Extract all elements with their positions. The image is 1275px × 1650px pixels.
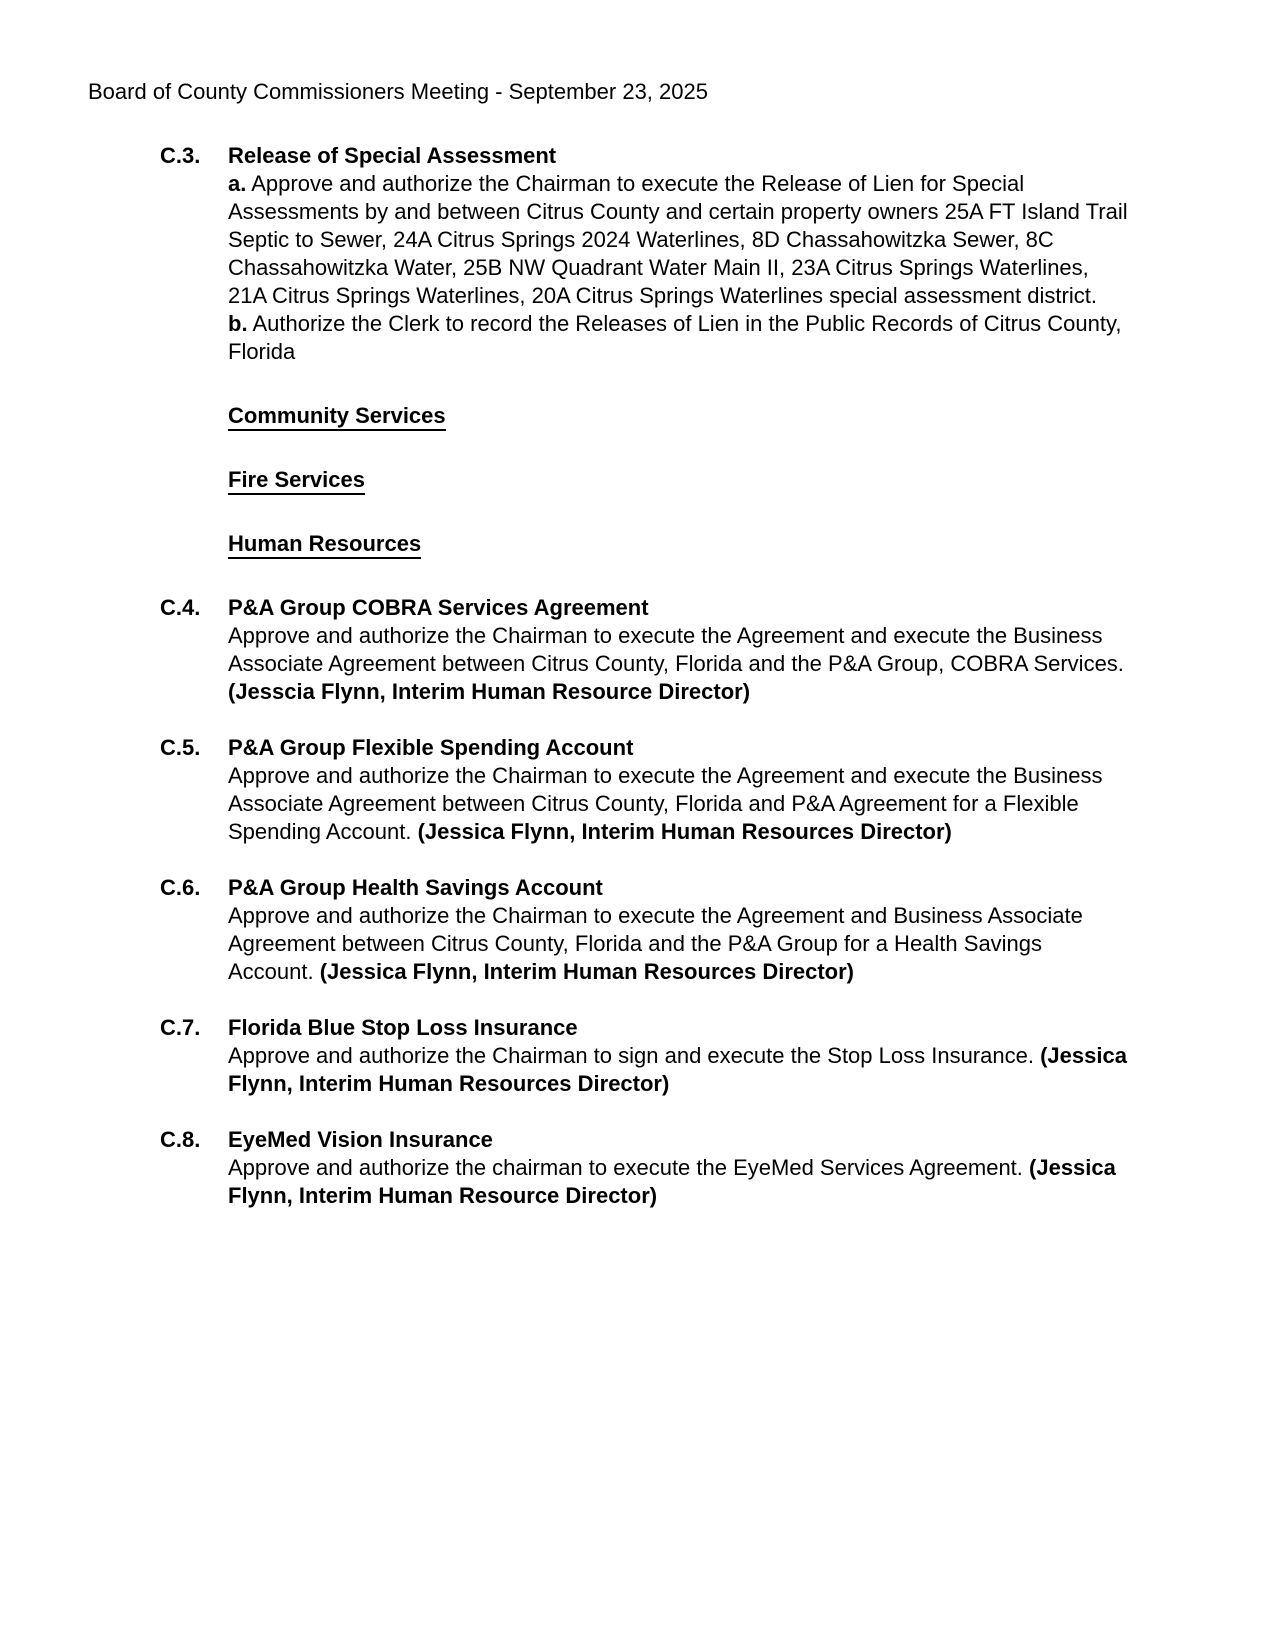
text-segment: Approve and authorize the Chairman to sign and execute the Stop Loss Insurance. xyxy=(228,1043,1041,1068)
section-heading-label: Community Services xyxy=(228,403,446,431)
section-heading xyxy=(228,402,1215,430)
section-heading-label: Human Resources xyxy=(228,531,421,559)
item-content xyxy=(228,594,1128,706)
text-segment: Authorize the Clerk to record the Releases of Lien in the Public Records of Citrus County, Florida xyxy=(228,311,1122,364)
agenda-item xyxy=(160,734,1215,846)
item-paragraph xyxy=(228,902,1128,986)
agenda-item xyxy=(160,874,1215,986)
text-segment: Approve and authorize the Chairman to execute the Agreement and Business Associate Agreement between Citrus County, Florida and the P&A Group for a Health Savings Account. xyxy=(228,903,1083,984)
section-heading xyxy=(228,530,1215,558)
page-header: Board of County Commissioners Meeting - September 23, 2025 xyxy=(88,79,708,104)
item-number: C.5. xyxy=(160,735,201,760)
item-content xyxy=(228,1014,1128,1098)
agenda-item xyxy=(160,142,1215,366)
item-title: EyeMed Vision Insurance xyxy=(228,1127,493,1152)
item-title: P&A Group Flexible Spending Account xyxy=(228,735,634,760)
item-paragraph xyxy=(228,310,1128,366)
item-number: C.8. xyxy=(160,1127,201,1152)
text-segment: Approve and authorize the Chairman to execute the Release of Lien for Special Assessments by and between Citrus County and certain property owners 25A FT Island Trail Septic to Sewer, 24A Citrus Springs 2024 Waterlines, 8D Chassahowitzka Sewer, 8C Chassahowitzka Water, 25B NW Quadrant Water Main II, 23A Citrus Springs Waterlines, 21A Citrus Springs Waterlines, 20A Citrus Springs Waterlines special assessment district. xyxy=(228,171,1128,308)
item-title: Florida Blue Stop Loss Insurance xyxy=(228,1015,578,1040)
text-segment: (Jessica Flynn, Interim Human Resources Director) xyxy=(417,819,952,844)
item-content xyxy=(228,142,1128,366)
item-paragraph xyxy=(228,622,1128,706)
text-segment: (Jessica Flynn, Interim Human Resource Director) xyxy=(228,1155,1116,1208)
agenda-item xyxy=(160,1126,1215,1210)
section-heading xyxy=(228,466,1215,494)
text-segment: (Jessica Flynn, Interim Human Resources Director) xyxy=(228,1043,1127,1096)
item-content xyxy=(228,874,1128,986)
item-title: P&A Group Health Savings Account xyxy=(228,875,603,900)
text-segment: (Jessica Flynn, Interim Human Resources Director) xyxy=(319,959,855,984)
item-title: Release of Special Assessment xyxy=(228,143,557,168)
text-segment: a. xyxy=(228,171,247,196)
item-paragraph xyxy=(228,1154,1128,1210)
agenda-item xyxy=(160,594,1215,706)
agenda-item xyxy=(160,1014,1215,1098)
item-paragraph xyxy=(228,762,1128,846)
text-segment: (Jesscia Flynn, Interim Human Resource Director) xyxy=(228,679,751,704)
item-number: C.6. xyxy=(160,875,201,900)
text-segment: Approve and authorize the chairman to execute the EyeMed Services Agreement. xyxy=(228,1155,1030,1180)
text-segment: Approve and authorize the Chairman to execute the Agreement and execute the Business Associate Agreement between Citrus County, Florida and the P&A Group, COBRA Services. xyxy=(228,623,1124,676)
item-number: C.7. xyxy=(160,1015,201,1040)
item-paragraph xyxy=(228,170,1128,310)
item-number: C.3. xyxy=(160,143,201,168)
text-segment: Approve and authorize the Chairman to execute the Agreement and execute the Business Associate Agreement between Citrus County, Florida and P&A Agreement for a Flexible Spending Account. xyxy=(228,763,1103,844)
item-number: C.4. xyxy=(160,595,201,620)
section-heading-label: Fire Services xyxy=(228,467,365,495)
item-title: P&A Group COBRA Services Agreement xyxy=(228,595,649,620)
item-paragraph xyxy=(228,1042,1128,1098)
item-content xyxy=(228,1126,1128,1210)
item-content xyxy=(228,734,1128,846)
text-segment: b. xyxy=(228,311,248,336)
agenda-body xyxy=(88,142,1215,1210)
